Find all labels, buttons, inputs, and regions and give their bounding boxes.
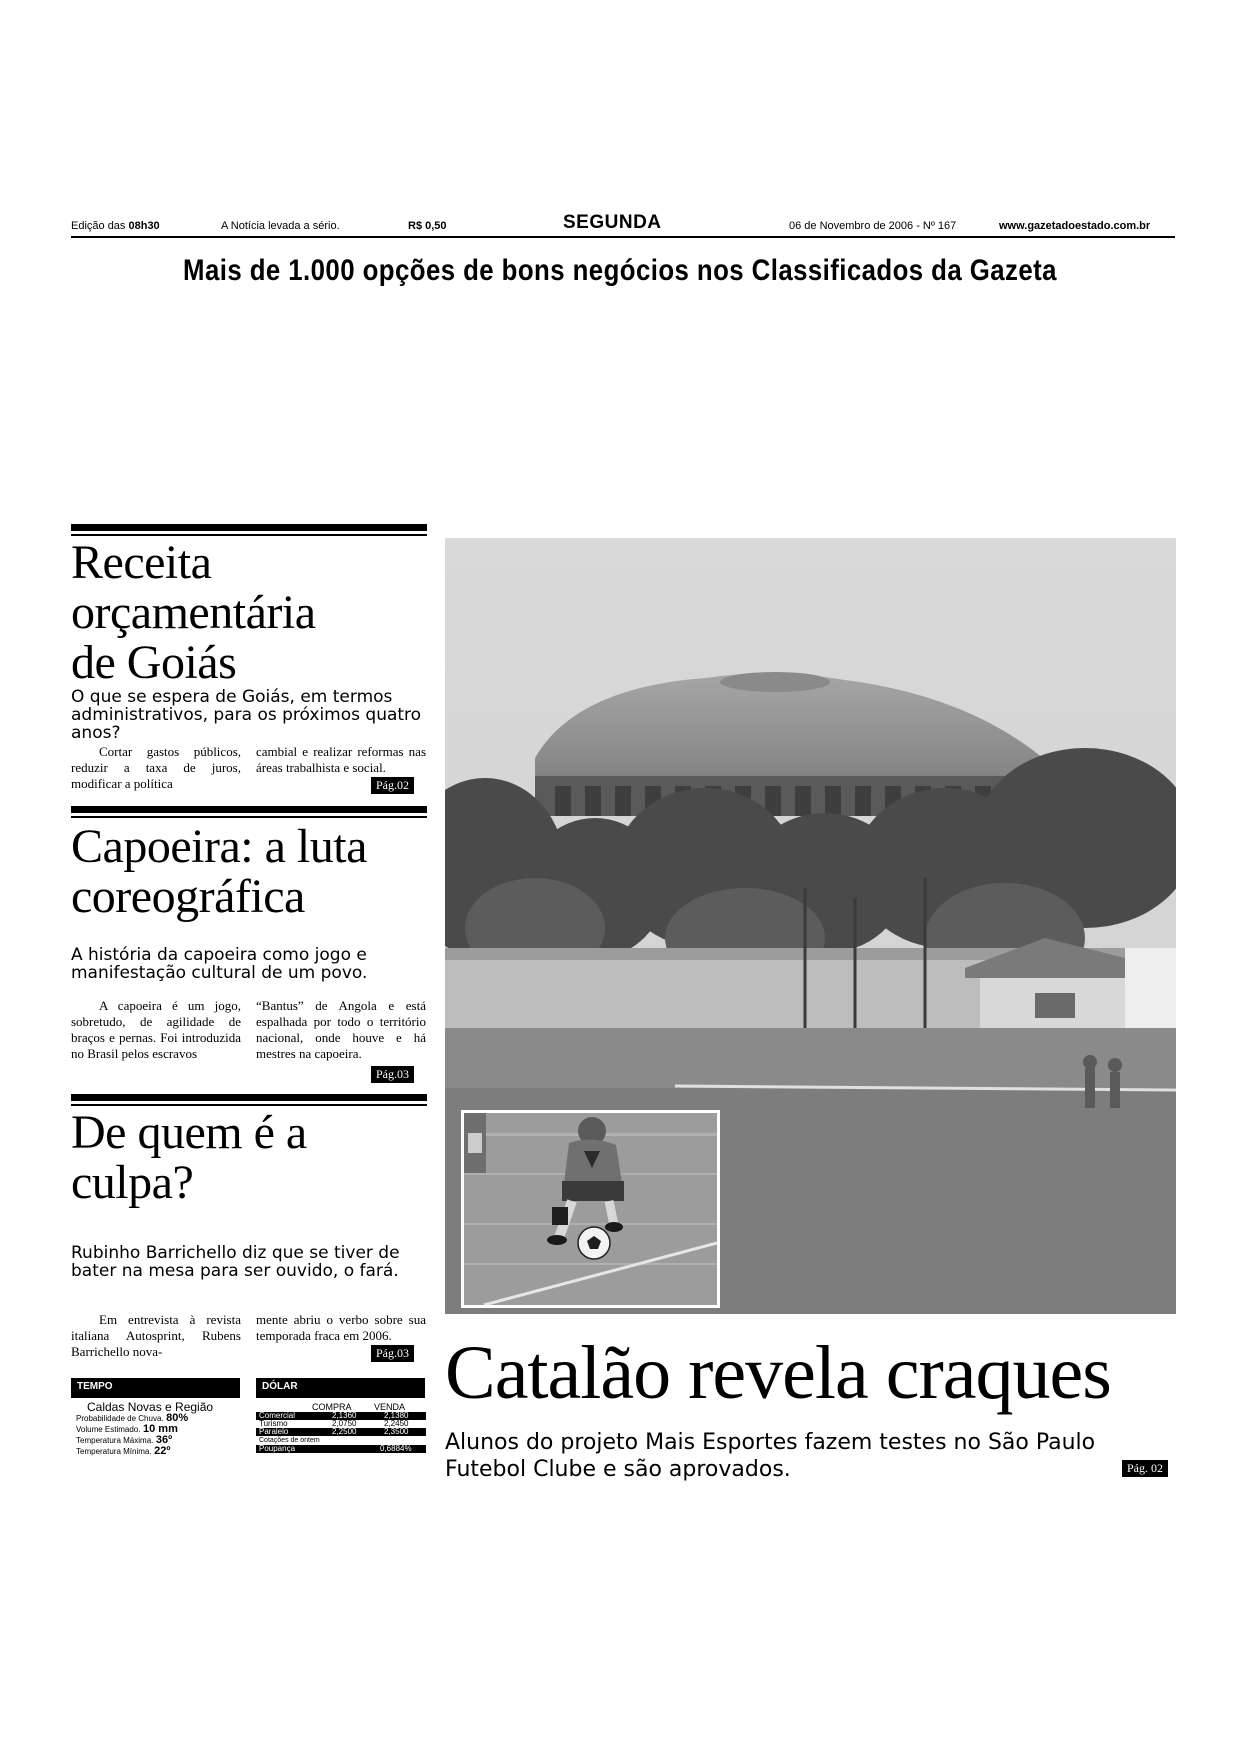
story-body-col2: cambial e realizar reformas nas áreas trabalhista e social. xyxy=(256,744,426,775)
story-headline[interactable]: De quem é a culpa? xyxy=(71,1106,307,1209)
dollar-row: Comercial 2,1360 2,1380 xyxy=(256,1412,426,1420)
dollar-col-sell: VENDA xyxy=(374,1402,406,1412)
story-deck: A história da capoeira como jogo e manifestação cultural de um povo. xyxy=(71,945,368,983)
story-headline[interactable]: Receita orçamentária de Goiás xyxy=(71,536,316,689)
dollar-row: Paralelo 2,2500 2,3500 xyxy=(256,1428,426,1436)
story-body-col1: A capoeira é um jogo, sobretudo, de agilidade de braços e pernas. Foi introduzida no Brasil pelos escravos xyxy=(71,998,241,1061)
story-body-col1: Em entrevista à revista italiana Autosprint, Rubens Barrichello nova- xyxy=(71,1312,241,1359)
main-story-headline[interactable]: Catalão revela craques xyxy=(445,1331,1111,1415)
story-deck: Rubinho Barrichello diz que se tiver de bater na mesa para ser ouvido, o fará. xyxy=(71,1243,400,1281)
page-ref-badge[interactable]: Pág.02 xyxy=(371,777,414,794)
dollar-col-buy: COMPRA xyxy=(312,1402,352,1412)
kid-soccer-inset-photo xyxy=(461,1110,720,1308)
weather-row: Temperatura Mínima. 22º xyxy=(76,1445,171,1457)
section-rule xyxy=(71,1094,427,1101)
header-rule xyxy=(71,236,1175,238)
dollar-box xyxy=(256,1378,426,1460)
story-deck: O que se espera de Goiás, em termos administrativos, para os próximos quatro anos? xyxy=(71,687,422,743)
section-rule xyxy=(71,806,427,813)
issue-date: 06 de Novembro de 2006 - Nº 167 xyxy=(789,220,957,232)
weather-row: Probabilidade de Chuva. 80% xyxy=(76,1412,189,1424)
weather-box xyxy=(71,1378,241,1458)
kid-soccer-illustration xyxy=(464,1113,717,1305)
weather-row: Volume Estimado. 10 mm xyxy=(76,1423,178,1435)
section-rule xyxy=(71,816,427,818)
story-body-col2: “Bantus” de Angola e está espalhada por todo o território nacional, onde houve e há mestres na capoeira. xyxy=(256,998,426,1061)
website-link[interactable]: www.gazetadoestado.com.br xyxy=(999,220,1151,232)
story-body-col2: mente abriu o verbo sobre sua temporada fraca em 2006. xyxy=(256,1312,426,1343)
weather-row: Temperatura Máxima. 36º xyxy=(76,1434,173,1446)
weather-region: Caldas Novas e Região xyxy=(87,1400,214,1414)
price: R$ 0,50 xyxy=(408,220,447,232)
page-ref-badge[interactable]: Pág. 02 xyxy=(1122,1460,1168,1477)
weekday: SEGUNDA xyxy=(563,212,662,233)
dollar-note: Cotações de ontem xyxy=(259,1437,320,1444)
classifieds-banner: Mais de 1.000 opções de bons negócios nos Classificados da Gazeta xyxy=(183,254,1057,287)
savings-row: Poupança 0,6884% xyxy=(256,1445,426,1453)
section-rule xyxy=(71,524,427,531)
page-ref-badge[interactable]: Pág.03 xyxy=(371,1345,414,1362)
main-story-deck: Alunos do projeto Mais Esportes fazem testes no São Paulo Futebol Clube e são aprovados. xyxy=(445,1430,1096,1482)
slogan: A Notícia levada a sério. xyxy=(221,220,340,232)
dollar-title: DÓLAR xyxy=(256,1378,425,1398)
weather-title: TEMPO xyxy=(71,1378,240,1398)
edition-info: Edição das 08h30 xyxy=(71,220,160,232)
masthead-strip xyxy=(71,212,1175,236)
story-headline[interactable]: Capoeira: a luta coreográfica xyxy=(71,820,367,923)
story-body-col1: Cortar gastos públicos, reduzir a taxa de juros, modificar a política xyxy=(71,744,241,791)
page-ref-badge[interactable]: Pág.03 xyxy=(371,1066,414,1083)
dollar-row: Turismo 2,0750 2,2450 xyxy=(259,1419,409,1428)
